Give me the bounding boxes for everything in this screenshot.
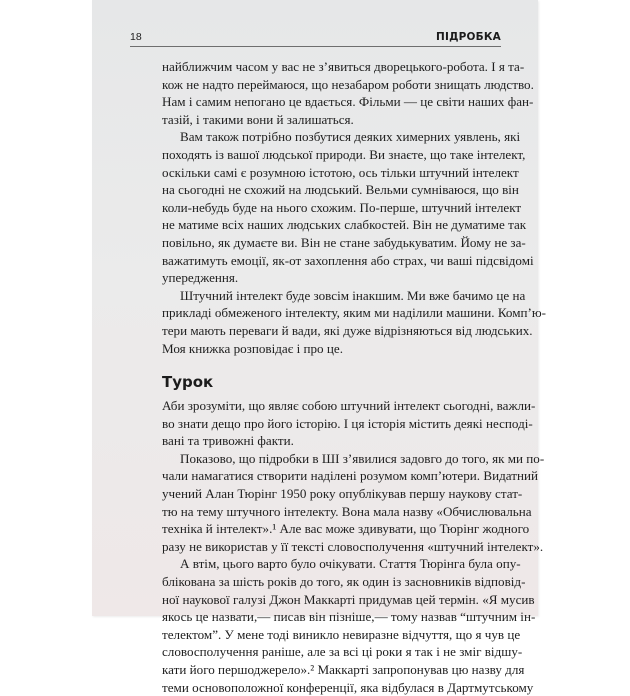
text-line: повільно, як думаєте ви. Він не стане забудькуватим. Йому не за- [162, 234, 526, 250]
text-line: во знати дещо про його історію. І ця історія містить деякі несподі- [162, 415, 533, 431]
paragraph [162, 287, 546, 357]
text-line: Показово, що підробки в ШІ з’явилися задовго до того, як ми по- [180, 450, 545, 466]
body-text [162, 58, 546, 696]
paragraph [162, 397, 536, 450]
paragraph [162, 58, 534, 128]
text-line: коли-небудь буде на нього схожим. По-перше, штучний інтелект [162, 199, 522, 215]
text-line: на сьогодні не схожий на людський. Вельми сумніваюся, що він [162, 182, 519, 198]
text-line: учений Алан Тюрінг 1950 року опублікував першу наукову стат- [162, 486, 523, 502]
text-line: техніка й інтелект».¹ Але вас може здивувати, що Тюрінг жодного [162, 521, 530, 537]
text-line: Аби зрозуміти, що являє собою штучний інтелект сьогодні, важли- [162, 398, 536, 414]
text-line: Вам також потрібно позбутися деяких химерних уявлень, які [180, 129, 521, 145]
text-line: вані та тривожні факти. [162, 433, 294, 449]
text-line: не матиме всіх наших людських слабкостей. Він не думатиме так [162, 217, 527, 233]
text-line: оскільки самі є розумною істотою, ось тільки штучний інтелект [162, 164, 519, 180]
text-line: теми основоположної конференції, яка відбулася в Дартмутському [162, 679, 534, 695]
text-line: блікована за шість років до того, як один із засновників відповід- [162, 574, 526, 590]
text-line: Штучний інтелект буде зовсім інакшим. Ми вже бачимо це на [180, 287, 526, 303]
book-page [92, 0, 546, 695]
chapter-title: ПІДРОБКА [436, 31, 501, 43]
text-line: найближчим часом у вас не з’явиться дворецького-робота. І я та- [162, 59, 525, 74]
paragraph [162, 450, 545, 556]
text-line: кати його першоджерело».² Маккарті запропонував цю назву для [162, 662, 525, 677]
text-line: чали намагатися створити наділені розумом комп’ютери. Видатний [162, 468, 538, 484]
text-line: телектом”. У мене тоді виникло невиразне відчуття, що я чув це [162, 626, 521, 642]
text-line: разу не використав у її тексті словосполучення «штучний інтелект». [162, 538, 544, 554]
text-line: А втім, цього варто було очікувати. Стаття Тюрінга була опу- [180, 556, 521, 572]
paragraph [162, 128, 534, 286]
running-header [130, 28, 501, 47]
text-line: тери мають переваги й вади, які дуже відрізняються від людських. [162, 322, 533, 338]
text-line: тю на тему штучного інтелекту. Вона мала назву «Обчислювальна [162, 503, 532, 519]
section-heading: Турок [162, 373, 214, 392]
paragraph [162, 555, 536, 696]
text-line: Нам і самим непогано це вдається. Фільми — це світи наших фан- [162, 94, 534, 110]
page-number: 18 [130, 31, 142, 43]
text-line: важатимуть емоції, як-от захоплення або страх, чи ваші підсвідомі [162, 252, 534, 268]
text-line: прикладі обмеженого інтелекту, яким ми наділили машини. Комп’ю- [162, 305, 546, 321]
text-line: тазій, і такими вони й залишаться. [162, 111, 354, 127]
text-line: походять із вашої людської природи. Ви знаєте, що таке інтелект, [162, 146, 526, 162]
text-line: кож не надто переймаюся, що незабаром роботи знищать людство. [162, 76, 534, 92]
text-line: ної наукової галузі Джон Маккарті придумав цей термін. «Я мусив [162, 591, 535, 607]
text-line: словосполучення раніше, але за всі ці роки я так і не зміг відшу- [162, 644, 523, 660]
text-line: упередження. [162, 270, 239, 286]
text-line: Моя книжка розповідає і про це. [162, 340, 343, 356]
text-line: якось це назвати,— писав він пізніше,— тому назвав “штучним ін- [162, 609, 536, 625]
